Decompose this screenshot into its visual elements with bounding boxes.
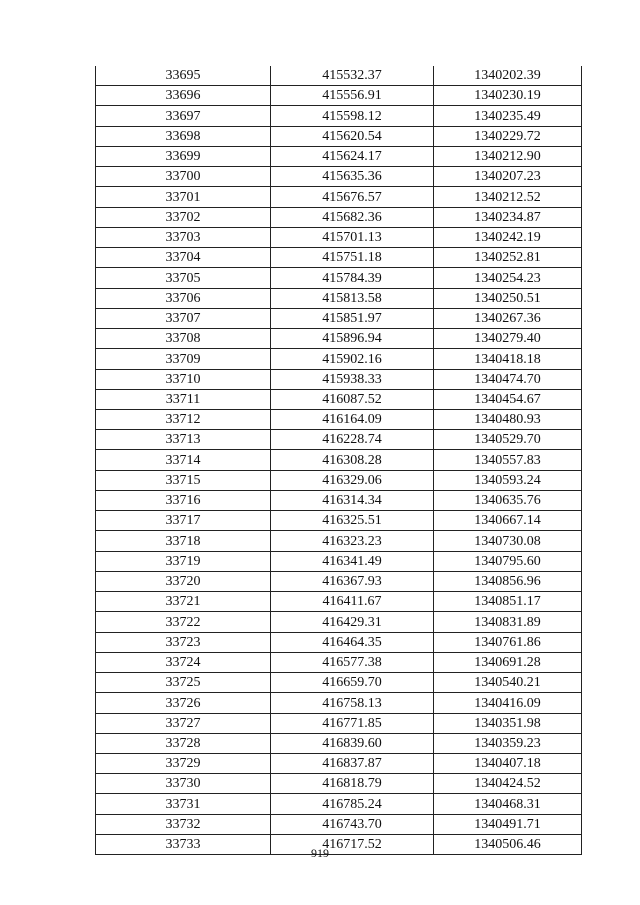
- table-row: [96, 490, 582, 510]
- table-row: [96, 329, 582, 349]
- table-row: [96, 66, 582, 86]
- table-row: [96, 511, 582, 531]
- table-row: [96, 713, 582, 733]
- table-row: [96, 126, 582, 146]
- table-row: [96, 632, 582, 652]
- y-coordinate-cell: 1340593.24: [434, 470, 582, 490]
- point-id-cell: 33711: [96, 389, 271, 409]
- point-id-cell: 33697: [96, 106, 271, 126]
- y-coordinate-cell: 1340212.90: [434, 146, 582, 166]
- table-row: [96, 612, 582, 632]
- x-coordinate-cell: 416341.49: [271, 551, 434, 571]
- table-row: [96, 369, 582, 389]
- point-id-cell: 33733: [96, 834, 271, 854]
- x-coordinate-cell: 416743.70: [271, 814, 434, 834]
- table-row: [96, 268, 582, 288]
- x-coordinate-cell: 416228.74: [271, 430, 434, 450]
- y-coordinate-cell: 1340212.52: [434, 187, 582, 207]
- table-row: [96, 774, 582, 794]
- y-coordinate-cell: 1340407.18: [434, 753, 582, 773]
- x-coordinate-cell: 416308.28: [271, 450, 434, 470]
- x-coordinate-cell: 416839.60: [271, 733, 434, 753]
- x-coordinate-cell: 415938.33: [271, 369, 434, 389]
- point-id-cell: 33716: [96, 490, 271, 510]
- table-row: [96, 187, 582, 207]
- y-coordinate-cell: 1340254.23: [434, 268, 582, 288]
- x-coordinate-cell: 416164.09: [271, 409, 434, 429]
- table-row: [96, 248, 582, 268]
- table-row: [96, 288, 582, 308]
- x-coordinate-cell: 416323.23: [271, 531, 434, 551]
- y-coordinate-cell: 1340474.70: [434, 369, 582, 389]
- x-coordinate-cell: 416087.52: [271, 389, 434, 409]
- point-id-cell: 33731: [96, 794, 271, 814]
- table-row: [96, 551, 582, 571]
- x-coordinate-cell: 416785.24: [271, 794, 434, 814]
- point-id-cell: 33717: [96, 511, 271, 531]
- table-row: [96, 86, 582, 106]
- x-coordinate-cell: 416717.52: [271, 834, 434, 854]
- x-coordinate-cell: 415532.37: [271, 66, 434, 86]
- coordinate-table-body: [96, 66, 582, 855]
- coordinate-table: [95, 66, 582, 855]
- table-row: [96, 167, 582, 187]
- y-coordinate-cell: 1340418.18: [434, 349, 582, 369]
- point-id-cell: 33720: [96, 571, 271, 591]
- x-coordinate-cell: 416464.35: [271, 632, 434, 652]
- table-row: [96, 409, 582, 429]
- point-id-cell: 33714: [96, 450, 271, 470]
- point-id-cell: 33726: [96, 693, 271, 713]
- y-coordinate-cell: 1340207.23: [434, 167, 582, 187]
- x-coordinate-cell: 416411.67: [271, 592, 434, 612]
- x-coordinate-cell: 416329.06: [271, 470, 434, 490]
- table-row: [96, 430, 582, 450]
- y-coordinate-cell: 1340856.96: [434, 571, 582, 591]
- y-coordinate-cell: 1340730.08: [434, 531, 582, 551]
- y-coordinate-cell: 1340454.67: [434, 389, 582, 409]
- y-coordinate-cell: 1340234.87: [434, 207, 582, 227]
- x-coordinate-cell: 415620.54: [271, 126, 434, 146]
- x-coordinate-cell: 415751.18: [271, 248, 434, 268]
- point-id-cell: 33709: [96, 349, 271, 369]
- table-row: [96, 227, 582, 247]
- x-coordinate-cell: 416577.38: [271, 652, 434, 672]
- y-coordinate-cell: 1340416.09: [434, 693, 582, 713]
- point-id-cell: 33712: [96, 409, 271, 429]
- page-number: 919: [311, 846, 329, 860]
- point-id-cell: 33704: [96, 248, 271, 268]
- x-coordinate-cell: 416367.93: [271, 571, 434, 591]
- point-id-cell: 33725: [96, 673, 271, 693]
- table-row: [96, 389, 582, 409]
- y-coordinate-cell: 1340230.19: [434, 86, 582, 106]
- x-coordinate-cell: 415556.91: [271, 86, 434, 106]
- y-coordinate-cell: 1340351.98: [434, 713, 582, 733]
- table-row: [96, 814, 582, 834]
- y-coordinate-cell: 1340235.49: [434, 106, 582, 126]
- x-coordinate-cell: 415624.17: [271, 146, 434, 166]
- point-id-cell: 33699: [96, 146, 271, 166]
- point-id-cell: 33730: [96, 774, 271, 794]
- point-id-cell: 33728: [96, 733, 271, 753]
- table-row: [96, 106, 582, 126]
- table-row: [96, 652, 582, 672]
- point-id-cell: 33696: [96, 86, 271, 106]
- table-row: [96, 470, 582, 490]
- y-coordinate-cell: 1340761.86: [434, 632, 582, 652]
- x-coordinate-cell: 415902.16: [271, 349, 434, 369]
- point-id-cell: 33703: [96, 227, 271, 247]
- table-row: [96, 450, 582, 470]
- x-coordinate-cell: 416818.79: [271, 774, 434, 794]
- point-id-cell: 33713: [96, 430, 271, 450]
- x-coordinate-cell: 415701.13: [271, 227, 434, 247]
- table-row: [96, 146, 582, 166]
- table-row: [96, 693, 582, 713]
- y-coordinate-cell: 1340795.60: [434, 551, 582, 571]
- point-id-cell: 33695: [96, 66, 271, 86]
- y-coordinate-cell: 1340635.76: [434, 490, 582, 510]
- point-id-cell: 33724: [96, 652, 271, 672]
- point-id-cell: 33727: [96, 713, 271, 733]
- y-coordinate-cell: 1340831.89: [434, 612, 582, 632]
- point-id-cell: 33721: [96, 592, 271, 612]
- y-coordinate-cell: 1340202.39: [434, 66, 582, 86]
- y-coordinate-cell: 1340252.81: [434, 248, 582, 268]
- point-id-cell: 33719: [96, 551, 271, 571]
- x-coordinate-cell: 415635.36: [271, 167, 434, 187]
- y-coordinate-cell: 1340250.51: [434, 288, 582, 308]
- y-coordinate-cell: 1340540.21: [434, 673, 582, 693]
- y-coordinate-cell: 1340468.31: [434, 794, 582, 814]
- y-coordinate-cell: 1340506.46: [434, 834, 582, 854]
- x-coordinate-cell: 415784.39: [271, 268, 434, 288]
- y-coordinate-cell: 1340529.70: [434, 430, 582, 450]
- y-coordinate-cell: 1340667.14: [434, 511, 582, 531]
- y-coordinate-cell: 1340359.23: [434, 733, 582, 753]
- x-coordinate-cell: 415851.97: [271, 308, 434, 328]
- x-coordinate-cell: 415813.58: [271, 288, 434, 308]
- table-row: [96, 592, 582, 612]
- y-coordinate-cell: 1340229.72: [434, 126, 582, 146]
- point-id-cell: 33718: [96, 531, 271, 551]
- table-row: [96, 531, 582, 551]
- table-row: [96, 308, 582, 328]
- y-coordinate-cell: 1340691.28: [434, 652, 582, 672]
- x-coordinate-cell: 415682.36: [271, 207, 434, 227]
- point-id-cell: 33732: [96, 814, 271, 834]
- table-row: [96, 794, 582, 814]
- x-coordinate-cell: 416429.31: [271, 612, 434, 632]
- point-id-cell: 33707: [96, 308, 271, 328]
- x-coordinate-cell: 416758.13: [271, 693, 434, 713]
- y-coordinate-cell: 1340557.83: [434, 450, 582, 470]
- x-coordinate-cell: 415676.57: [271, 187, 434, 207]
- point-id-cell: 33708: [96, 329, 271, 349]
- x-coordinate-cell: 416325.51: [271, 511, 434, 531]
- y-coordinate-cell: 1340491.71: [434, 814, 582, 834]
- table-row: [96, 673, 582, 693]
- point-id-cell: 33715: [96, 470, 271, 490]
- y-coordinate-cell: 1340279.40: [434, 329, 582, 349]
- y-coordinate-cell: 1340267.36: [434, 308, 582, 328]
- point-id-cell: 33702: [96, 207, 271, 227]
- y-coordinate-cell: 1340480.93: [434, 409, 582, 429]
- x-coordinate-cell: 416659.70: [271, 673, 434, 693]
- point-id-cell: 33705: [96, 268, 271, 288]
- point-id-cell: 33723: [96, 632, 271, 652]
- point-id-cell: 33729: [96, 753, 271, 773]
- point-id-cell: 33706: [96, 288, 271, 308]
- x-coordinate-cell: 415598.12: [271, 106, 434, 126]
- x-coordinate-cell: 416837.87: [271, 753, 434, 773]
- point-id-cell: 33710: [96, 369, 271, 389]
- point-id-cell: 33700: [96, 167, 271, 187]
- point-id-cell: 33698: [96, 126, 271, 146]
- point-id-cell: 33722: [96, 612, 271, 632]
- x-coordinate-cell: 416771.85: [271, 713, 434, 733]
- table-row: [96, 349, 582, 369]
- point-id-cell: 33701: [96, 187, 271, 207]
- x-coordinate-cell: 415896.94: [271, 329, 434, 349]
- x-coordinate-cell: 416314.34: [271, 490, 434, 510]
- table-row: [96, 207, 582, 227]
- y-coordinate-cell: 1340242.19: [434, 227, 582, 247]
- table-row: [96, 733, 582, 753]
- table-row: [96, 571, 582, 591]
- y-coordinate-cell: 1340851.17: [434, 592, 582, 612]
- table-row: [96, 753, 582, 773]
- y-coordinate-cell: 1340424.52: [434, 774, 582, 794]
